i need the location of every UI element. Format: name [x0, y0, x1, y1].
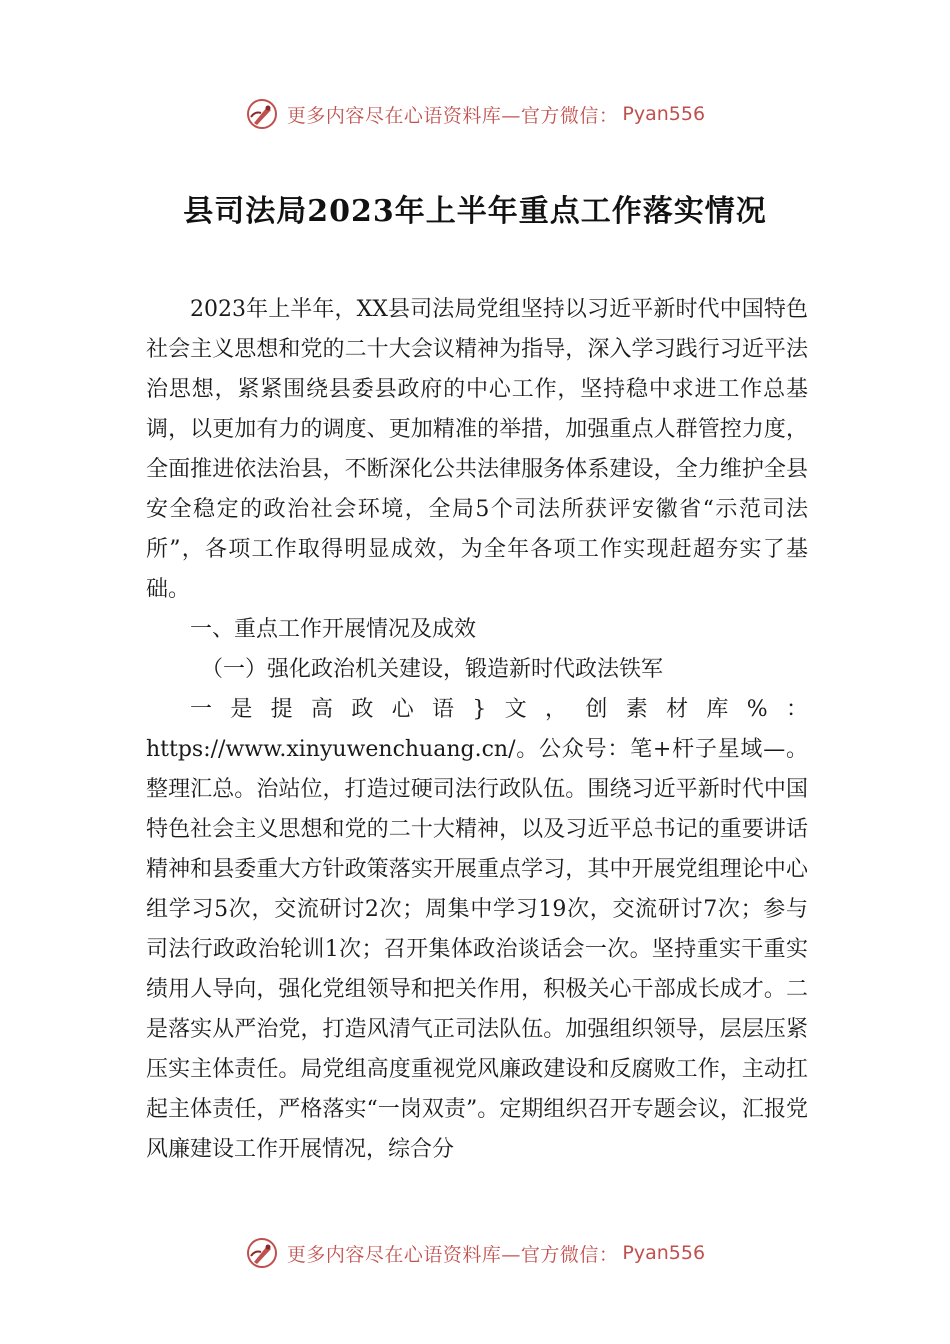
banner-wechat-id: Pyan556 [622, 103, 706, 125]
subsection-heading: （一）强化政治机关建设，锻造新时代政法铁军 [201, 657, 664, 682]
intro-paragraph: 2023年上半年，XX县司法局党组坚持以习近平新时代中国特色社会主义思想和党的二十大会议精神为指导，深入学习践行习近平法治思想，紧紧围绕县委县政府的中心工作，坚持稳中求进工作总基调，以更加有力的调度、更加精准的举措，加强重点人群管控力度，全面推进依法治县，不断深化公共法律服务体系建设，全力维护全县安全稳定的政治社会环境，全局5个司法所获评安徽省“示范司法所”，各项工作取得明显成效，为全年各项工作实现赶超夯实了基础。 [146, 297, 808, 602]
banner-wechat-id: Pyan556 [622, 1242, 706, 1264]
header-banner [0, 94, 950, 134]
footer-banner [0, 1233, 950, 1273]
body-paragraph: 一是提高政心语}文，创素材库%：https://www.xinyuwenchuang.cn/。公众号：笔+杆子星域—。整理汇总。治站位，打造过硬司法行政队伍。围绕习近平新时代中国特色社会主义思想和党的二十大精神，以及习近平总书记的重要讲话精神和县委重大方针政策落实开展重点学习，其中开展党组理论中心组学习5次，交流研讨2次；周集中学习19次，交流研讨7次；参与司法行政政治轮训1次；召开集体政治谈话会一次。坚持重实干重实绩用人导向，强化党组领导和把关作用，积极关心干部成长成才。二是落实从严治党，打造风清气正司法队伍。加强组织领导，层层压紧压实主体责任。局党组高度重视党风廉政建设和反腐败工作，主动扛起主体责任，严格落实“一岗双责”。定期组织召开专题会议，汇报党风廉建设工作开展情况，综合分 [146, 697, 808, 1162]
pen-nib-logo-icon [245, 1236, 279, 1270]
document-body [146, 290, 808, 1170]
banner-text: 更多内容尽在心语资料库—官方微信： [286, 104, 619, 127]
document-title: 县司法局2023年上半年重点工作落实情况 [183, 194, 767, 229]
pen-nib-logo-icon [245, 97, 279, 131]
banner-text: 更多内容尽在心语资料库—官方微信： [286, 1243, 619, 1266]
section-heading: 一、重点工作开展情况及成效 [190, 617, 477, 642]
